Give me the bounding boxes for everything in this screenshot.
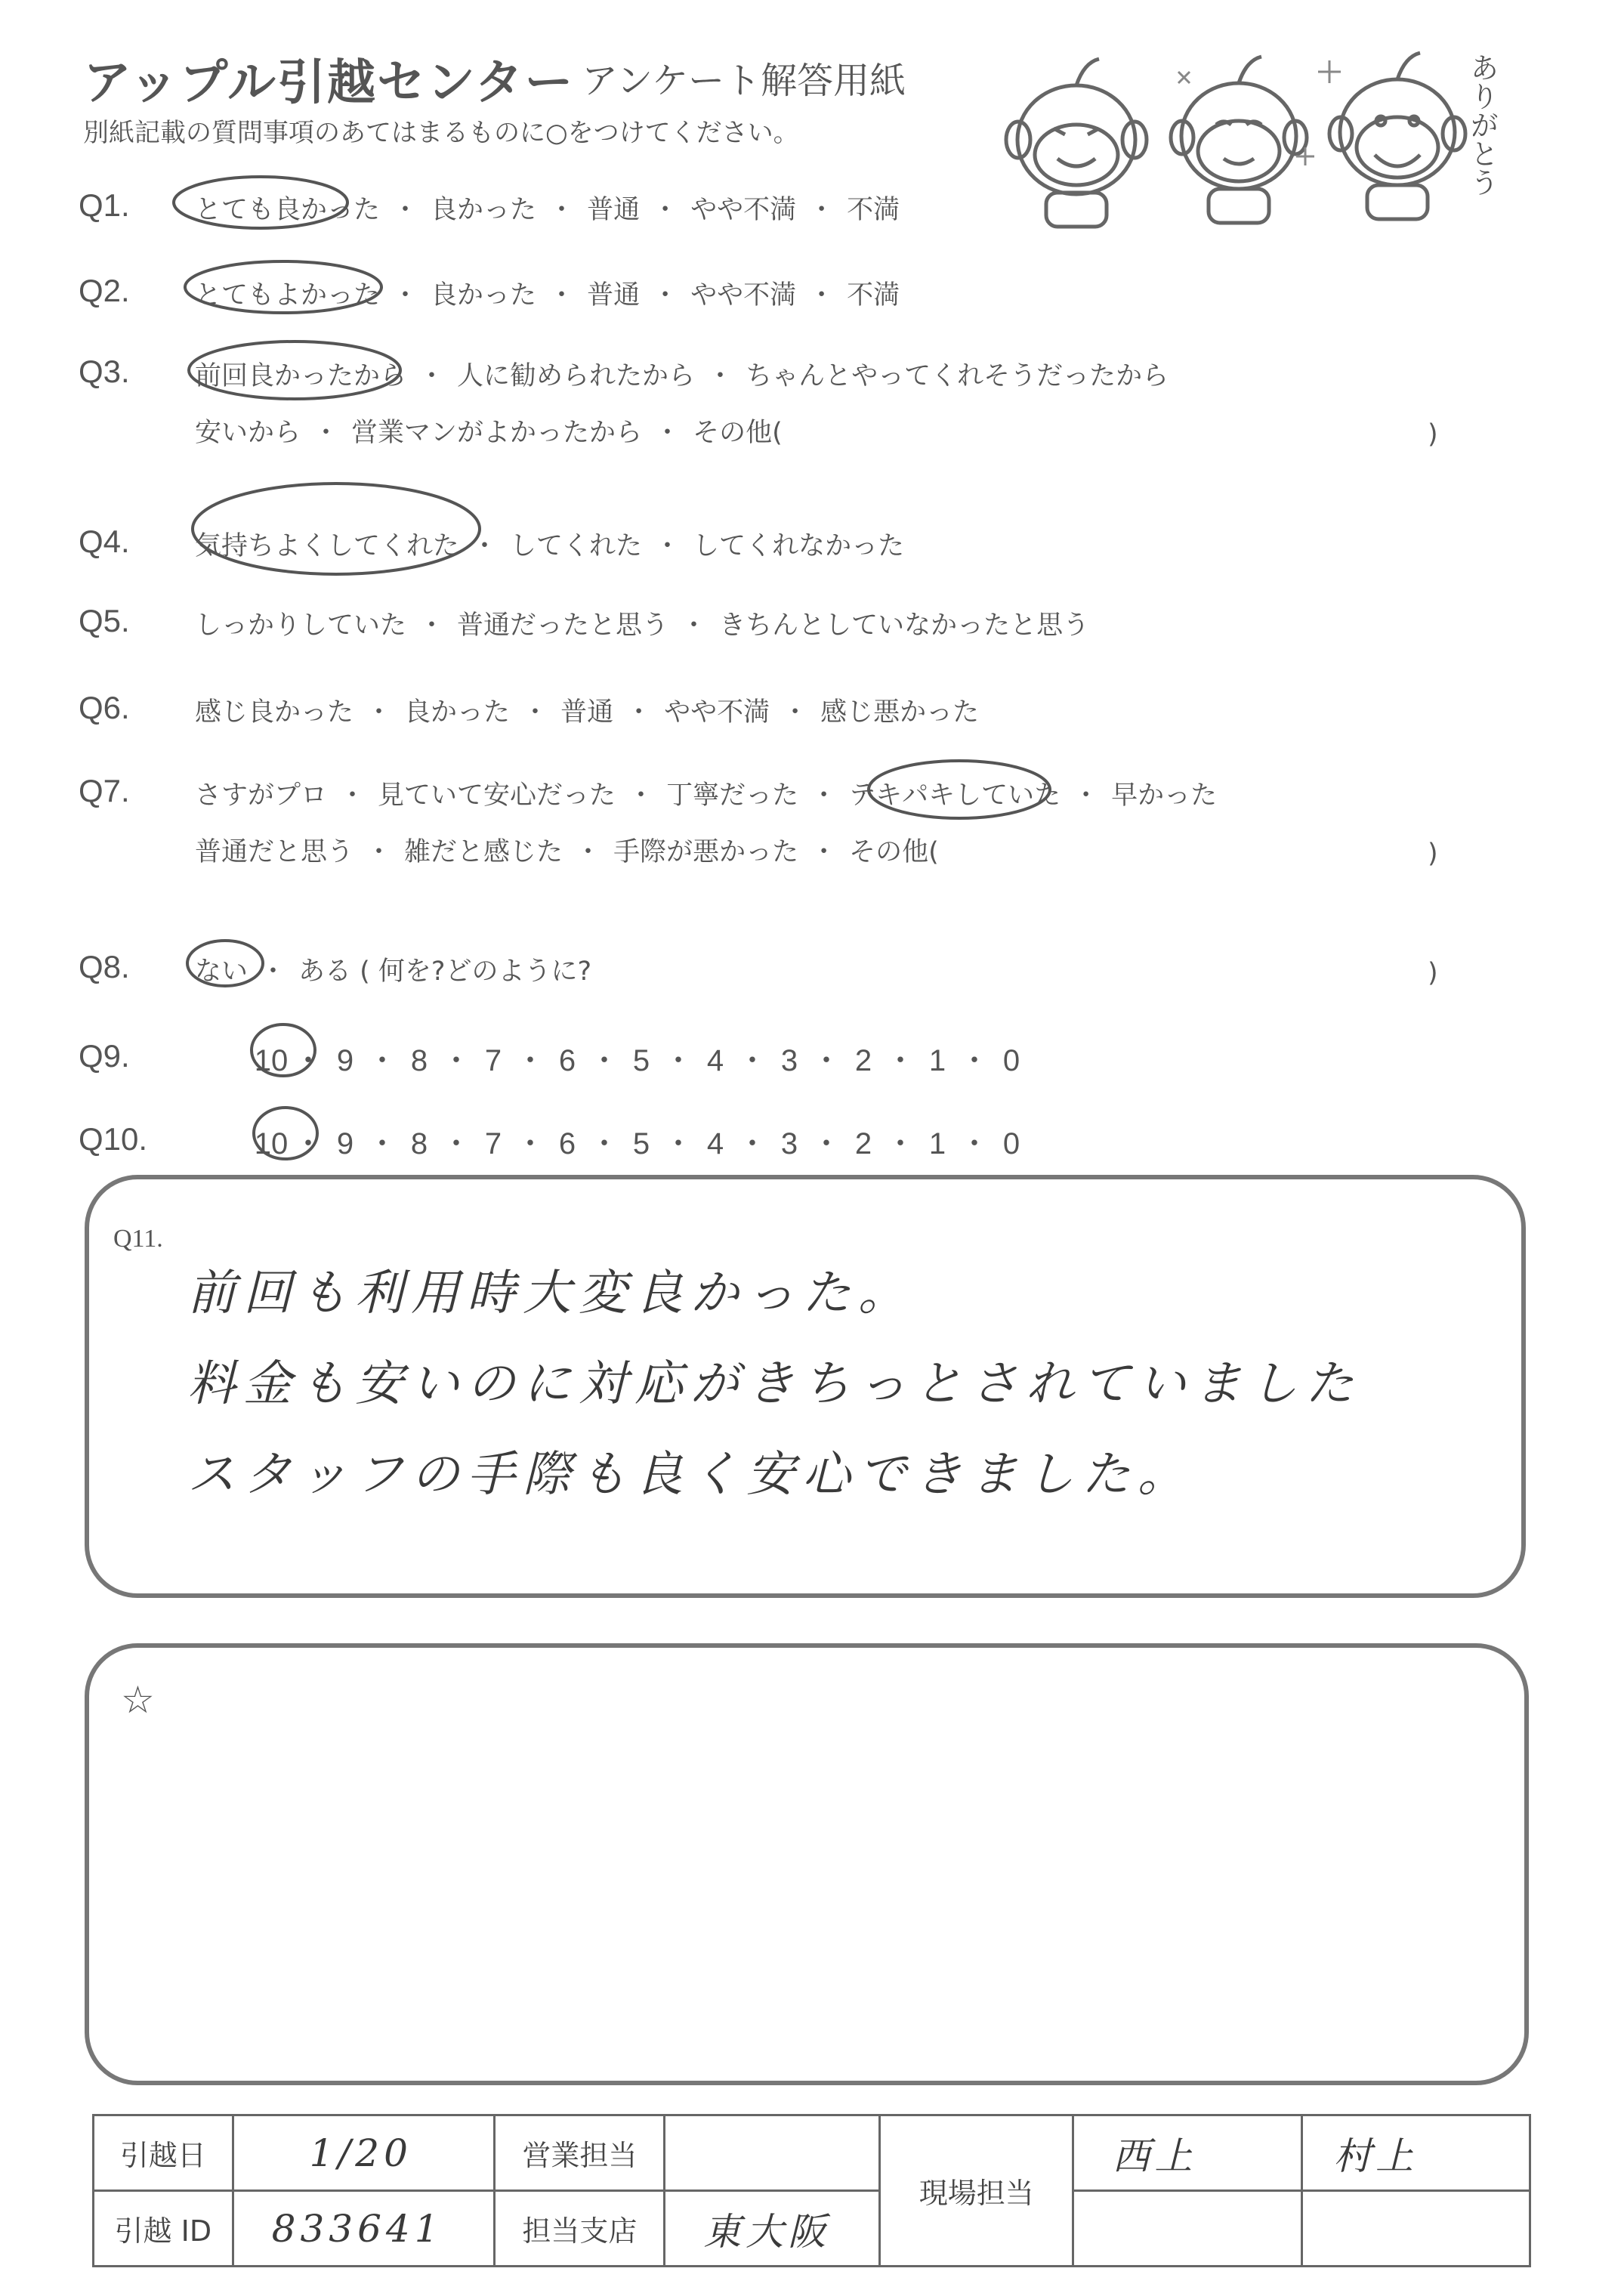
option-separator: ・ — [652, 195, 679, 225]
question-label: Q5. — [79, 603, 130, 638]
form-subtitle: アンケート解答用紙 — [582, 60, 906, 102]
answer-option[interactable]: とても良かった — [195, 195, 381, 225]
remarks-box — [85, 1643, 1529, 2085]
question-label: Q3. — [79, 354, 130, 389]
site-rep-2: 村上 — [1302, 2115, 1530, 2191]
question-options-row — [195, 950, 591, 988]
answer-option[interactable]: さすがプロ — [195, 780, 328, 811]
comment-line-3: スタッフの手際も良く安心できました。 — [187, 1447, 1193, 1503]
question-options-row — [195, 525, 904, 563]
answer-option[interactable]: 感じ悪かった — [820, 697, 980, 728]
option-separator: ・ — [339, 780, 366, 811]
star-icon: ☆ — [121, 1678, 155, 1722]
instruction-text: 別紙記載の質問事項のあてはまるものに○をつけてください。 — [83, 118, 799, 148]
question-label: Q9. — [79, 1038, 130, 1074]
monkey-mascot-icon — [1006, 59, 1147, 227]
option-separator: ・ — [959, 1127, 990, 1160]
site-rep-label: 現場担当 — [880, 2115, 1073, 2267]
option-separator: ・ — [1073, 780, 1100, 811]
rating-option[interactable]: 6 — [558, 1127, 576, 1160]
rating-option[interactable]: 4 — [706, 1127, 724, 1160]
option-separator: ・ — [811, 1127, 841, 1160]
option-separator: ・ — [810, 837, 838, 867]
option-separator: ・ — [810, 780, 838, 811]
rating-option[interactable]: 9 — [336, 1127, 354, 1160]
option-separator: ・ — [293, 1127, 323, 1160]
option-separator: ・ — [681, 610, 708, 641]
rating-option[interactable]: 0 — [1002, 1127, 1020, 1160]
option-separator: ・ — [367, 1044, 397, 1077]
option-separator: ・ — [737, 1044, 767, 1077]
option-separator: ・ — [628, 780, 655, 811]
answer-option[interactable]: とてもよかった — [195, 280, 381, 311]
option-separator: ・ — [366, 837, 393, 867]
option-separator: ・ — [959, 1044, 990, 1077]
rating-option[interactable]: 7 — [484, 1127, 502, 1160]
option-separator: ・ — [418, 610, 446, 641]
rating-option[interactable]: 7 — [484, 1044, 502, 1077]
answer-option[interactable]: 前回良かったから — [195, 361, 407, 391]
answer-option[interactable]: 気持ちよくしてくれた — [195, 531, 460, 561]
answer-option[interactable]: ない — [195, 956, 249, 987]
option-separator: ・ — [515, 1044, 545, 1077]
answer-option[interactable]: 人に勧められたから — [457, 361, 696, 391]
option-separator: ・ — [707, 361, 734, 391]
moving-date-value: 1/20 — [233, 2115, 495, 2191]
option-separator: ・ — [652, 280, 679, 311]
rating-option[interactable]: 5 — [632, 1127, 650, 1160]
moving-id-label: 引越 ID — [94, 2191, 233, 2267]
question-options-row — [195, 189, 900, 227]
option-separator: ・ — [548, 195, 576, 225]
answer-option[interactable]: 不満 — [847, 195, 900, 225]
rating-option[interactable]: 3 — [780, 1044, 798, 1077]
question-label: Q7. — [79, 773, 130, 808]
rating-scale — [249, 1120, 1033, 1163]
thanks-badge: ありがとう — [1465, 53, 1499, 196]
question-options-row — [195, 831, 939, 869]
question-options-row — [195, 355, 1169, 393]
option-separator: ・ — [663, 1044, 693, 1077]
answer-option[interactable]: やや不満 — [664, 697, 770, 728]
closing-paren: ) — [1428, 839, 1438, 869]
answer-option[interactable]: 不満 — [847, 280, 900, 311]
option-separator: ・ — [737, 1127, 767, 1160]
option-separator: ・ — [260, 956, 287, 987]
rating-option[interactable]: 8 — [410, 1044, 428, 1077]
rating-option[interactable]: 1 — [928, 1127, 946, 1160]
option-separator: ・ — [522, 697, 549, 728]
rating-option[interactable]: 9 — [336, 1044, 354, 1077]
question-label: Q2. — [79, 273, 130, 308]
option-separator: ・ — [575, 837, 602, 867]
answer-option[interactable]: 営業マンがよかったから — [351, 418, 643, 448]
option-separator: ・ — [663, 1127, 693, 1160]
comment-box-label: Q11. — [113, 1225, 163, 1253]
answer-option[interactable]: 雑だと感じた — [404, 837, 563, 867]
question-label: Q8. — [79, 949, 130, 984]
rating-option[interactable]: 3 — [780, 1127, 798, 1160]
footer-table — [92, 2114, 1531, 2267]
answer-option[interactable]: 安いから — [195, 418, 301, 448]
answer-option[interactable]: やや不満 — [690, 280, 797, 311]
branch-value: 東大阪 — [665, 2191, 880, 2267]
answer-option[interactable]: 良かった — [404, 697, 511, 728]
branch-label: 担当支店 — [495, 2191, 665, 2267]
option-separator: ・ — [548, 280, 576, 311]
option-separator: ・ — [418, 361, 446, 391]
question-label: Q10. — [79, 1121, 148, 1157]
option-separator: ・ — [367, 1127, 397, 1160]
answer-option[interactable]: きちんとしていなかったと思う — [719, 610, 1090, 641]
question-label: Q4. — [79, 524, 130, 559]
rating-option[interactable]: 8 — [410, 1127, 428, 1160]
answer-option[interactable]: 普通 — [587, 195, 641, 225]
closing-paren: ) — [1428, 958, 1438, 988]
monkey-mascot-icon — [1329, 53, 1465, 219]
answer-option[interactable]: ある ( 何を?どのように? — [298, 956, 592, 987]
option-separator: ・ — [392, 280, 419, 311]
rating-option[interactable]: 0 — [1002, 1044, 1020, 1077]
option-separator: ・ — [441, 1127, 471, 1160]
sparkle-icon — [1178, 60, 1341, 165]
site-rep-empty-1 — [1073, 2191, 1302, 2267]
rating-option[interactable]: 10 — [254, 1044, 289, 1077]
question-label: Q6. — [79, 690, 130, 725]
answer-option[interactable]: 良かった — [431, 195, 537, 225]
answer-option[interactable]: テキパキしていた — [849, 780, 1061, 811]
moving-id-value: 833641 — [233, 2191, 495, 2267]
option-separator: ・ — [885, 1044, 915, 1077]
rating-option[interactable]: 2 — [854, 1044, 872, 1077]
option-separator: ・ — [654, 531, 681, 561]
option-separator: ・ — [654, 418, 681, 448]
option-separator: ・ — [293, 1044, 323, 1077]
question-label: Q1. — [79, 187, 130, 223]
answer-option[interactable]: 普通 — [587, 280, 641, 311]
rating-option[interactable]: 6 — [558, 1044, 576, 1077]
option-separator: ・ — [441, 1044, 471, 1077]
answer-option[interactable]: 見ていて安心だった — [378, 780, 616, 811]
question-options-row — [195, 604, 1089, 642]
answer-option[interactable]: 普通だったと思う — [457, 610, 669, 641]
option-separator: ・ — [589, 1127, 619, 1160]
option-separator: ・ — [782, 697, 809, 728]
site-rep-empty-2 — [1302, 2191, 1530, 2267]
answer-option[interactable]: 早かった — [1111, 780, 1218, 811]
monkey-mascot-icon — [1171, 57, 1307, 223]
answer-option[interactable]: やや不満 — [690, 195, 797, 225]
closing-paren: ) — [1428, 419, 1438, 450]
option-separator: ・ — [885, 1127, 915, 1160]
answer-option[interactable]: 普通 — [560, 697, 614, 728]
answer-option[interactable]: その他( — [849, 837, 939, 867]
option-separator: ・ — [589, 1044, 619, 1077]
answer-option[interactable]: その他( — [693, 418, 783, 448]
option-separator: ・ — [515, 1127, 545, 1160]
sales-rep-value — [665, 2115, 880, 2191]
moving-date-label: 引越日 — [94, 2115, 233, 2191]
question-options-row — [195, 774, 1217, 812]
answer-option[interactable]: してくれなかった — [693, 531, 905, 561]
option-separator: ・ — [808, 280, 835, 311]
option-separator: ・ — [366, 697, 393, 728]
rating-option[interactable]: 1 — [928, 1044, 946, 1077]
site-rep-1: 西上 — [1073, 2115, 1302, 2191]
option-separator: ・ — [392, 195, 419, 225]
option-separator: ・ — [808, 195, 835, 225]
answer-option[interactable]: 手際が悪かった — [613, 837, 799, 867]
comment-line-2: 料金も安いのに対応がきちっとされていました — [187, 1356, 1361, 1412]
company-title: アップル引越センター — [83, 55, 575, 111]
rating-option[interactable]: 5 — [632, 1044, 650, 1077]
answer-option[interactable]: してくれた — [510, 531, 643, 561]
answer-option[interactable]: ちゃんとやってくれそうだったから — [746, 361, 1169, 391]
comment-line-1: 前回も利用時大変良かった。 — [187, 1265, 914, 1321]
option-separator: ・ — [313, 418, 340, 448]
sales-rep-label: 営業担当 — [495, 2115, 665, 2191]
answer-option[interactable]: 丁寧だった — [666, 780, 799, 811]
answer-option[interactable]: しっかりしていた — [195, 610, 407, 641]
question-options-row — [195, 691, 979, 729]
answer-option[interactable]: 普通だと思う — [195, 837, 354, 867]
question-options-row — [195, 412, 783, 450]
rating-option[interactable]: 2 — [854, 1127, 872, 1160]
rating-option[interactable]: 10 — [254, 1127, 289, 1160]
option-separator: ・ — [625, 697, 653, 728]
rating-option[interactable]: 4 — [706, 1044, 724, 1077]
question-options-row — [195, 274, 900, 312]
option-separator: ・ — [811, 1044, 841, 1077]
answer-option[interactable]: 良かった — [431, 280, 537, 311]
rating-scale — [249, 1037, 1033, 1080]
answer-option[interactable]: 感じ良かった — [195, 697, 354, 728]
option-separator: ・ — [471, 531, 499, 561]
